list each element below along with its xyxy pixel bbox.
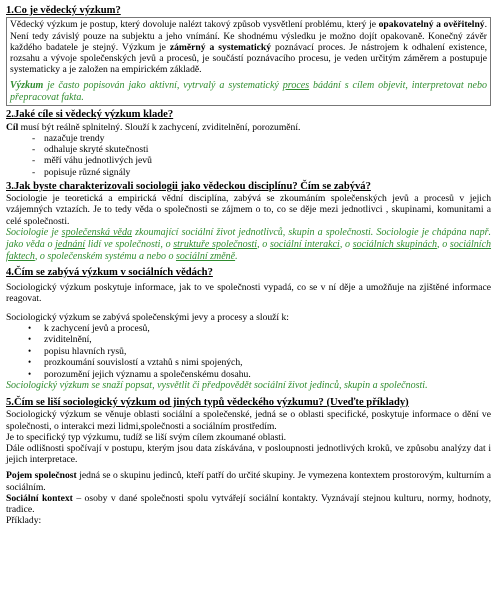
bullet-icon: • xyxy=(28,368,32,379)
list-item: - měří váhu jednotlivých jevů xyxy=(32,155,152,167)
list-item: • popisu hlavních rysů, xyxy=(28,345,127,357)
list-item: • k zachycení jevů a procesů, xyxy=(28,322,150,334)
q5-social-context-definition: Sociální kontext – osoby v dané společnosti spolu vytvářejí sociální kontakty. Vyznávají stejnou kulturu, normy, hodnoty, tradice. xyxy=(6,492,491,515)
list-item: • porozumění jejich významu a společenskému dosahu. xyxy=(28,368,251,380)
q4-paragraph-1: Sociologický výzkum poskytuje informace, jak to ve společnosti vypadá, co se v ní děje a umožňuje na zjištěné informace reagovat. xyxy=(6,282,491,305)
bullet-icon: • xyxy=(28,322,32,333)
question-5-title: 5.Čím se liší sociologický výzkum od jiných typů vědeckého výzkumu? (Uveďte příklady) xyxy=(6,396,409,408)
q4-green-definition: Sociologický výzkum se snaží popsat, vysvětlit či předpovědět sociální život jedinců, skupin a společnosti. xyxy=(6,379,428,391)
q5-paragraph-1: Sociologický výzkum se věnuje oblasti sociální a společenské, jedná se o oblasti specifické, poskytuje informace o dění ve společnosti, o interakci mezi lidmi,společnosti a sociálním prostředím. xyxy=(6,409,491,432)
list-item: - nazačuje trendy xyxy=(32,133,105,145)
question-1-answer-box xyxy=(6,17,491,106)
bullet-icon: • xyxy=(28,345,32,356)
bullet-icon: • xyxy=(28,334,32,345)
q2-intro: Cíl musí být reálně splnitelný. Slouží k zachycení, zviditelnění, porozumění. xyxy=(6,121,301,133)
list-item: - popisuje různé signály xyxy=(32,166,131,178)
q3-paragraph: Sociologie je teoretická a empirická vědní disciplína, zabývá se zkoumáním společenských jevů a procesů v jejich vzájemných vztazích. Je to tedy věda o společnosti se zájmem o to, co se děje mezi jednotlivci , skupinami, komunitami a celé společnosti. xyxy=(6,193,491,227)
q5-paragraph-3: Dále odlišnosti spočívají v postupu, kterým jsou data získávána, v posloupnosti jednotlivých kroků, ve způsobu analýzy dat i jejich interpretace. xyxy=(6,442,491,466)
question-3-title: 3.Jak byste charakterizovali sociologii jako vědeckou disciplínu? Čím se zabývá? xyxy=(6,180,371,192)
q2-goals-list xyxy=(6,133,491,178)
q5-society-definition: Pojem společnost jedná se o skupinu jedinců, kteří patří do určité skupiny. Je vymezena kontextem prostorovým, kulturním a sociálním. xyxy=(6,470,491,493)
list-item: • prozkoumání souvislostí a vztahů s nimi spojených, xyxy=(28,357,243,369)
question-1-title: 1.Co je vědecký výzkum? xyxy=(6,5,121,16)
question-2-title: 2.Jaké cíle si vědecký výzkum klade? xyxy=(6,109,174,121)
q1-paragraph: Vědecký výzkum je postup, který dovoluje nalézt takový způsob vysvětlení problému, který je opakovatelný a ověřitelný. Není tedy závislý pouze na subjektu a jeho vnímání. Ke shodnému výsledku je možno dojít opakovaně. Konečný závěr každého badatele je stejný. Výzkum je záměrný a systematický poznávací proces. Je nástrojem k odhalení existence, rozsahu a vývoje společenských jevů a procesů, je součástí poznávacího procesu, je veden určitým záměrem a postupuje systematicky a je založen na empirickém základě. xyxy=(10,19,488,76)
list-item: • zviditelnění, xyxy=(28,334,92,346)
q5-paragraph-2: Je to specifický typ výzkumu, tudíž se liší svým cílem zkoumané oblasti. xyxy=(6,431,287,443)
q5-examples-label: Příklady: xyxy=(6,515,42,527)
question-4-title: 4.Čím se zabývá výzkum v sociálních vědách? xyxy=(6,266,213,278)
q4-paragraph-2: Sociologický výzkum se zabývá společenskými jevy a procesy a slouží k: xyxy=(6,311,289,323)
bullet-icon: • xyxy=(28,357,32,368)
q4-purpose-list xyxy=(6,323,491,380)
q1-green-definition: Výzkum je často popisován jako aktivní, vytrvalý a systematický proces bádání s cílem objevit, interpretovat nebo přepracovat fakta. xyxy=(10,80,487,104)
list-item: - odhaluje skryté skutečnosti xyxy=(32,144,149,156)
q3-green-definition: Sociologie je společenská věda zkoumající sociální život jednotlivců, skupin a společnosti. Sociologie je chápána např. jako věda o jednání lidí ve společnosti, o struktuře společnosti, o sociální interakci, o sociálních skupinách, o sociálních faktech, o společenském systému a nebo o sociální změně. xyxy=(6,226,492,262)
